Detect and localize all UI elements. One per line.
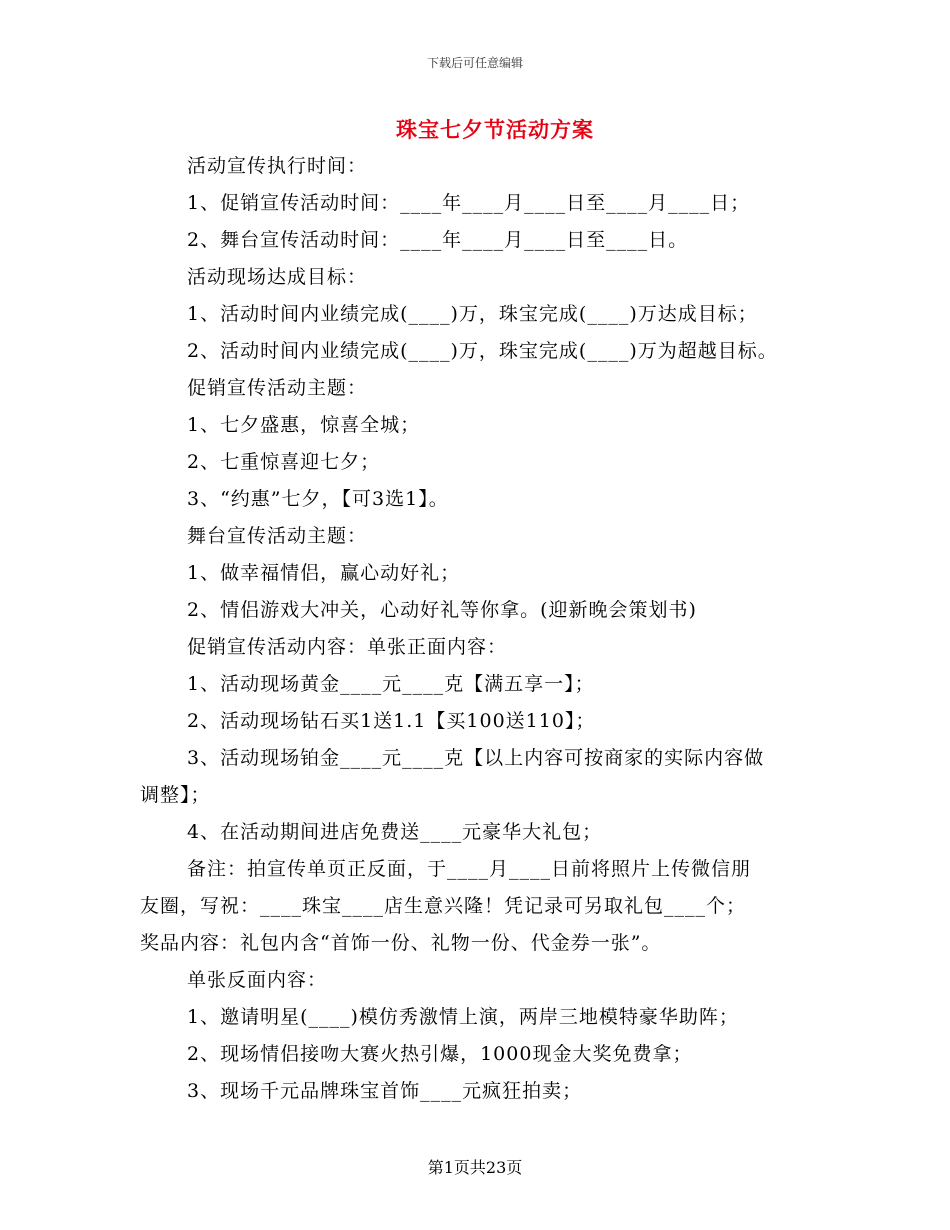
body-line: 单张反面内容： (187, 969, 328, 991)
body-line: 2、活动时间内业绩完成(____)万，珠宝完成(____)万为超越目标。 (187, 340, 778, 362)
body-line: 活动现场达成目标： (187, 266, 368, 288)
body-line: 1、活动现场黄金____元____克【满五享一】； (187, 673, 595, 695)
body-line: 活动宣传执行时间： (187, 155, 368, 177)
page-footer: 第1页共23页 (427, 1158, 523, 1177)
body-line: 舞台宣传活动主题： (187, 525, 368, 547)
body-line: 1、做幸福情侣，赢心动好礼； (187, 562, 461, 584)
body-line: 友圈，写祝：____珠宝____店生意兴隆！凭记录可另取礼包____个； (140, 895, 747, 917)
body-line: 2、舞台宣传活动时间：____年____月____日至____日。 (187, 229, 689, 251)
body-line: 2、七重惊喜迎七夕； (187, 451, 381, 473)
document-body (140, 148, 830, 1110)
body-line: 2、现场情侣接吻大赛火热引爆，1000现金大奖免费拿； (187, 1043, 693, 1065)
document-title: 珠宝七夕节活动方案 (396, 117, 594, 142)
body-line: 1、七夕盛惠，惊喜全城； (187, 414, 421, 436)
body-line: 调整】； (140, 784, 211, 806)
body-line: 1、促销宣传活动时间：____年____月____日至____月____日； (187, 192, 751, 214)
body-line: 3、现场千元品牌珠宝首饰____元疯狂拍卖； (187, 1080, 583, 1102)
body-line: 促销宣传活动内容：单张正面内容： (187, 636, 508, 658)
body-line: 1、活动时间内业绩完成(____)万，珠宝完成(____)万达成目标； (187, 303, 758, 325)
body-line: 促销宣传活动主题： (187, 377, 368, 399)
body-line: 3、活动现场铂金____元____克【以上内容可按商家的实际内容做 (187, 747, 765, 769)
body-line: 1、邀请明星(____)模仿秀激情上演，两岸三地模特豪华助阵； (187, 1006, 739, 1028)
body-line: 备注：拍宣传单页正反面，于____月____日前将照片上传微信朋 (187, 858, 752, 880)
body-line: 奖品内容：礼包内含“首饰一份、礼物一份、代金券一张”。 (140, 932, 662, 954)
body-line: 4、在活动期间进店免费送____元豪华大礼包； (187, 821, 603, 843)
body-line: 2、活动现场钻石买1送1.1【买100送110】； (187, 710, 596, 732)
body-line: 2、情侣游戏大冲关，心动好礼等你拿。(迎新晚会策划书) (187, 599, 697, 621)
header-note: 下载后可任意编辑 (426, 56, 523, 70)
body-line: 3、“约惠”七夕，【可3选1】。 (187, 488, 449, 510)
